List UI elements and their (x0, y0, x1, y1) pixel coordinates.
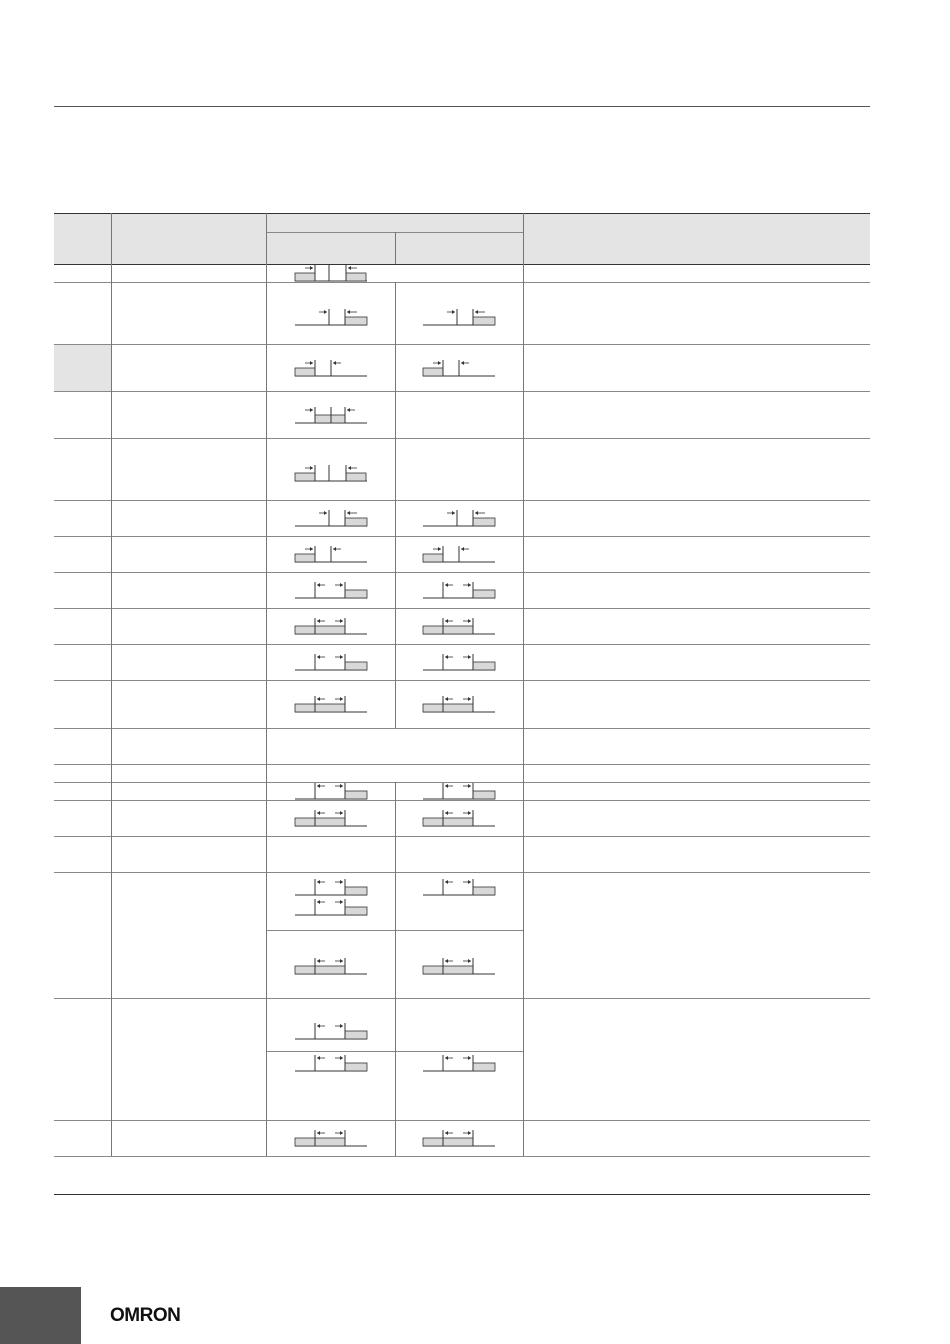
header-top-line (54, 213, 870, 214)
timing-diagram-r11-b (419, 693, 499, 715)
timing-diagram-r7-a (291, 543, 371, 565)
vline-r19-3 (395, 1120, 396, 1156)
timing-diagram-r15-b (419, 807, 499, 829)
vline-r4-3 (395, 391, 396, 438)
vline-r6-1 (111, 500, 112, 536)
vline-r19-1 (111, 1120, 112, 1156)
timing-diagram-r5-a (291, 462, 371, 484)
timing-diagram-r19-a (291, 1127, 371, 1149)
row-line-r9 (54, 644, 870, 645)
timing-diagram-r15-a (291, 807, 371, 829)
vline-r5-1 (111, 438, 112, 500)
omron-logo: OMRON (110, 1305, 181, 1326)
timing-diagram-r4-a (291, 404, 371, 426)
vline-r6-4 (523, 500, 524, 536)
row-line-r2 (54, 344, 870, 345)
vline-r17-2 (266, 872, 267, 998)
vline-r1-2 (266, 264, 267, 282)
table-header (54, 213, 870, 264)
timing-diagram-r7-b (419, 543, 499, 565)
vline-r18-3 (395, 998, 396, 1120)
vline-r4-4 (523, 391, 524, 438)
vline-r19-4 (523, 1120, 524, 1156)
highlight-cell (54, 344, 111, 391)
vline-r7-4 (523, 536, 524, 572)
header-vline-3 (395, 232, 396, 264)
vline-r7-3 (395, 536, 396, 572)
timing-diagram-r3-a (291, 357, 371, 379)
vline-r18-4 (523, 998, 524, 1120)
row-line-r5 (54, 500, 870, 501)
vline-r14-3 (395, 782, 396, 800)
vline-r12-2 (266, 728, 267, 764)
timing-diagram-r3-b (419, 357, 499, 379)
vline-r8-4 (523, 572, 524, 608)
row-line-r8 (54, 608, 870, 609)
vline-r3-1 (111, 344, 112, 391)
vline-r11-2 (266, 680, 267, 728)
vline-r15-2 (266, 800, 267, 836)
vline-r10-2 (266, 644, 267, 680)
timing-diagram-r8-b (419, 579, 499, 601)
row-line-r18 (54, 1120, 870, 1121)
vline-r11-3 (395, 680, 396, 728)
vline-r13-1 (111, 764, 112, 782)
timing-diagram-r17-a2 (291, 1020, 371, 1042)
vline-r16-4 (523, 836, 524, 872)
vline-r19-2 (266, 1120, 267, 1156)
row-line-r4 (54, 438, 870, 439)
vline-r13-2 (266, 764, 267, 782)
vline-r3-3 (395, 344, 396, 391)
vline-r16-1 (111, 836, 112, 872)
vline-r3-2 (266, 344, 267, 391)
timing-diagram-r16-a (291, 876, 371, 898)
vline-r15-4 (523, 800, 524, 836)
vline-r15-3 (395, 800, 396, 836)
timing-diagram-r16-b (419, 876, 499, 898)
vline-r5-3 (395, 438, 396, 500)
vline-r2-1 (111, 282, 112, 344)
row-line-r1 (54, 282, 870, 283)
timing-diagram-r11-a (291, 693, 371, 715)
vline-r10-1 (111, 644, 112, 680)
row-line-r11 (54, 728, 870, 729)
vline-r10-4 (523, 644, 524, 680)
vline-r9-2 (266, 608, 267, 644)
header-vline-4 (523, 213, 524, 264)
timing-diagram-r17-b (419, 955, 499, 977)
vline-r7-2 (266, 536, 267, 572)
timing-diagram-r19-b (419, 1127, 499, 1149)
vline-r8-2 (266, 572, 267, 608)
vline-r5-2 (266, 438, 267, 500)
vline-r2-2 (266, 282, 267, 344)
vline-r4-2 (266, 391, 267, 438)
row-line-r7 (54, 572, 870, 573)
vline-r17-3 (395, 872, 396, 998)
timing-diagram-r16-a2 (291, 896, 371, 918)
vline-r17-1 (111, 872, 112, 998)
timing-diagram-r6-b (419, 507, 499, 529)
vline-r3-4 (523, 344, 524, 391)
timing-diagram-r1-a (291, 262, 371, 284)
vline-r18-1 (111, 998, 112, 1120)
row-line-r19 (54, 1156, 870, 1157)
vline-r6-2 (266, 500, 267, 536)
row-line-r15 (54, 836, 870, 837)
vline-r14-1 (111, 782, 112, 800)
vline-r12-1 (111, 728, 112, 764)
vline-r7-1 (111, 536, 112, 572)
vline-r13-4 (523, 764, 524, 782)
vline-r16-3 (395, 836, 396, 872)
vline-r2-3 (395, 282, 396, 344)
vline-r17-4 (523, 872, 524, 998)
timing-diagram-r18-b (419, 1052, 499, 1074)
row-line-r3 (54, 391, 870, 392)
timing-diagram-r9-b (419, 615, 499, 637)
timing-diagram-r9-a (291, 615, 371, 637)
vline-r14-4 (523, 782, 524, 800)
timing-diagram-r6-a (291, 507, 371, 529)
timing-diagram-r2-a (291, 306, 371, 328)
timing-diagram-r8-a (291, 579, 371, 601)
timing-diagram-r14-b (419, 780, 499, 802)
timing-diagram-r10-a (291, 651, 371, 673)
vline-r2-4 (523, 282, 524, 344)
header-vline-2 (266, 213, 267, 264)
vline-r14-2 (266, 782, 267, 800)
vline-r11-4 (523, 680, 524, 728)
vline-r18-2 (266, 998, 267, 1120)
vline-r1-4 (523, 264, 524, 282)
vline-r16-2 (266, 836, 267, 872)
vline-r5-4 (523, 438, 524, 500)
row-line-r16 (54, 872, 870, 873)
top-rule (54, 106, 870, 107)
vline-r9-4 (523, 608, 524, 644)
timing-diagram-r10-b (419, 651, 499, 673)
header-bottom-line (54, 264, 870, 265)
vline-r4-1 (111, 391, 112, 438)
vline-r8-1 (111, 572, 112, 608)
table-bottom-line (54, 1194, 870, 1195)
timing-diagram-r17-a (291, 955, 371, 977)
vline-r9-3 (395, 608, 396, 644)
timing-diagram-r14-a (291, 780, 371, 802)
vline-r10-3 (395, 644, 396, 680)
vline-r9-1 (111, 608, 112, 644)
vline-r8-3 (395, 572, 396, 608)
header-vline-1 (111, 213, 112, 264)
vline-r15-1 (111, 800, 112, 836)
row-line-r6 (54, 536, 870, 537)
row-line-r10 (54, 680, 870, 681)
vline-r12-4 (523, 728, 524, 764)
timing-diagram-r18-a (291, 1052, 371, 1074)
timing-diagram-r2-b (419, 306, 499, 328)
vline-r1-1 (111, 264, 112, 282)
page-tab (0, 1287, 81, 1344)
vline-r6-3 (395, 500, 396, 536)
row-line-r17 (54, 998, 870, 999)
row-line-r12 (54, 764, 870, 765)
vline-r11-1 (111, 680, 112, 728)
